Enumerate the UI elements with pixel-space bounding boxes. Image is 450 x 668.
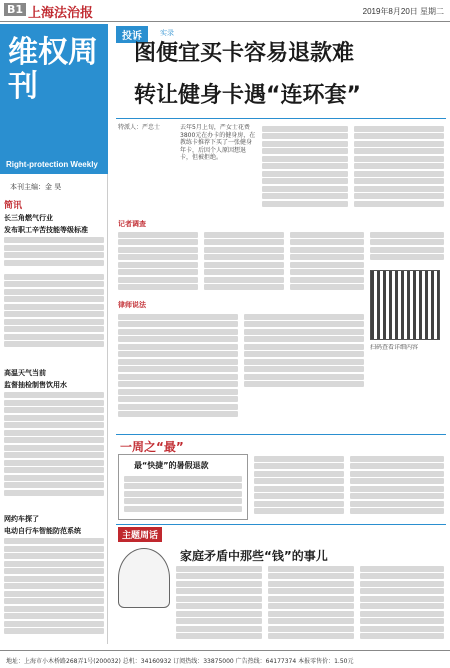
brief-3 [4,512,104,644]
week-rule [116,434,446,435]
brief-1 [4,198,104,268]
column-subtag: 实录 [160,29,174,37]
brief-1-cont [4,272,104,362]
weekly-title [8,36,104,104]
comment-rule [116,524,446,525]
brief-2-title: 高温天气当前 [4,369,46,377]
section-lawyer: 律师说法 [118,301,146,309]
newspaper-logo: 上海法治报 [28,6,94,21]
section-investigation: 记者调查 [118,220,146,228]
investigation-col-2 [204,230,284,296]
lawyer-col-1 [118,312,238,428]
brief-1-title: 长三角燃气行业 [4,214,53,222]
comment-col-3 [360,564,444,644]
byline: 特派人：严忠士 [118,124,161,131]
brief-2-subtitle: 监督抽检制售饮用水 [4,381,67,389]
lawyer-col-2 [244,312,364,392]
page-number: B1 [4,3,26,16]
author-sketch-icon [118,548,170,608]
article-body-col-3 [354,124,444,216]
week-headline: 最“快捷”的暑假退款 [134,461,209,470]
headline-line-2: 转让健身卡遇“连环套” [134,83,361,108]
qr-caption: 扫码查看详细内容 [370,344,419,351]
article-intro: 去年5月上旬，严女士花费3800元在办卡的健身房，在教练卡推荐下买了一张健身年卡，后因个人原因想退卡，但被拒绝。 [180,124,256,161]
brief-1-body [4,237,104,266]
news-tag: 简讯 [4,201,23,211]
comment-col-1 [176,564,262,644]
footer: 地址：上海市小木桥路268弄1号(200032) 总机：34160932 订阅热线：33875000 广告热线：64177374 本报零售价：1.50元 [0,650,450,668]
column-tag-text: 投诉 [122,31,142,42]
week-col-2 [254,454,344,520]
brief-2 [4,366,104,506]
article-body-col-2 [262,124,348,216]
editor-credit: 本刊主编：金 昊 [10,183,62,191]
week-col-3 [350,454,444,520]
investigation-col-1 [118,230,198,296]
brief-1-body-cont [4,274,104,348]
comment-tag [118,527,162,542]
comment-title: 家庭矛盾中那些“钱”的事儿 [180,549,328,563]
investigation-col-4 [370,230,444,266]
investigation-col-3 [290,230,364,296]
week-tag: 一周之“最” [120,440,184,454]
weekly-subtitle: Right-protection Weekly [6,160,98,169]
brief-3-subtitle: 电动自行车智能防范系统 [4,527,81,535]
brief-2-body [4,392,104,496]
comment-col-2 [268,564,354,644]
brief-1-subtitle: 发布职工辛苦技能等级标准 [4,226,88,234]
qr-code-icon[interactable] [370,270,440,340]
headline-line-1: 图便宜买卡容易退款难 [134,41,355,66]
brief-3-body [4,538,104,634]
comment-tag-text: 主题周话 [122,531,159,541]
headline-rule [116,118,446,119]
brief-3-title: 网约车探了 [4,515,39,523]
issue-date: 2019年8月20日 星期二 [362,7,444,16]
weekly-title-text: 维权周刊 [8,35,98,104]
week-box-body [124,474,242,516]
